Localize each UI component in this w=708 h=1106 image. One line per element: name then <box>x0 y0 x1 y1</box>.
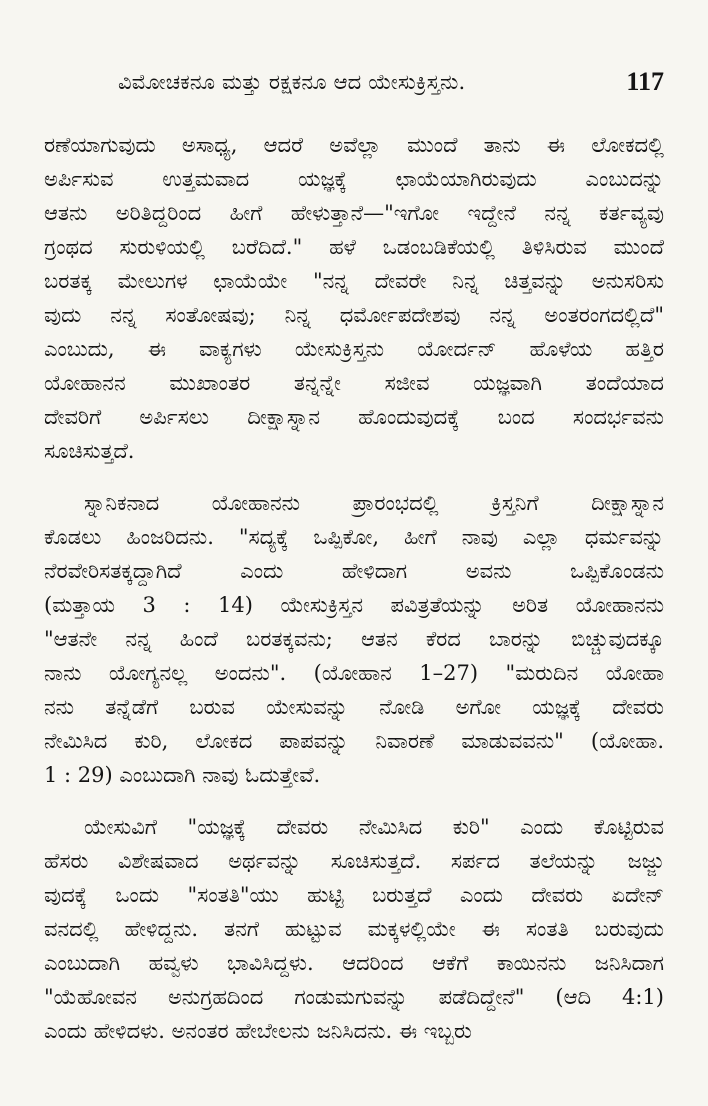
text-line: ವುದಕ್ಕೆ ಒಂದು "ಸಂತತಿ"ಯು ಹುಟ್ಟಿ ಬರುತ್ತದೆ ಎಂದು ದೇವರು ಏದೇನ್ <box>44 883 664 907</box>
text-line: ನೇಮಿಸಿದ ಕುರಿ, ಲೋಕದ ಪಾಪವನ್ನು ನಿವಾರಣೆ ಮಾಡುವವನು" (ಯೋಹಾ. <box>44 729 664 753</box>
text-line: 1 : 29) ಎಂಬುದಾಗಿ ನಾವು ಓದುತ್ತೇವೆ. <box>44 763 321 787</box>
text-line: "ಆತನೇ ನನ್ನ ಹಿಂದೆ ಬರತಕ್ಕವನು; ಆತನ ಕೆರದ ಬಾರನ್ನು ಬಿಚ್ಚುವುದಕ್ಕೂ <box>44 627 664 651</box>
text-line: ಹೆಸರು ವಿಶೇಷವಾದ ಅರ್ಥವನ್ನು ಸೂಚಿಸುತ್ತದೆ. ಸರ್ಪದ ತಲೆಯನ್ನು ಜಜ್ಜು <box>44 849 664 873</box>
text-line: ನಾನು ಯೋಗ್ಯನಲ್ಲ ಅಂದನು". (ಯೋಹಾನ 1–27) "ಮರುದಿನ ಯೋಹಾ <box>44 661 664 685</box>
text-line: ಬರತಕ್ಕ ಮೇಲುಗಳ ಛಾಯೆಯೇ "ನನ್ನ ದೇವರೇ ನಿನ್ನ ಚಿತ್ತವನ್ನು ಅನುಸರಿಸು <box>44 269 664 293</box>
text-line: ಯೇಸುವಿಗೆ "ಯಜ್ಞಕ್ಕೆ ದೇವರು ನೇಮಿಸಿದ ಕುರಿ" ಎಂದು ಕೊಟ್ಟಿರುವ <box>84 815 664 839</box>
text-line: ದೇವರಿಗೆ ಅರ್ಪಿಸಲು ದೀಕ್ಷಾಸ್ನಾನ ಹೊಂದುವುದಕ್ಕೆ ಬಂದ ಸಂದರ್ಭವನು <box>44 405 664 429</box>
text-line: ಎಂಬುದಾಗಿ ಹವ್ವಳು ಭಾವಿಸಿದ್ದಳು. ಆದರಿಂದ ಆಕೆಗೆ ಕಾಯಿನನು ಜನಿಸಿದಾಗ <box>44 951 664 975</box>
text-line: ಸ್ನಾನಿಕನಾದ ಯೋಹಾನನು ಪ್ರಾರಂಭದಲ್ಲಿ ಕ್ರಿಸ್ತನಿಗೆ ದೀಕ್ಷಾಸ್ನಾನ <box>84 491 664 515</box>
text-line: ಕೊಡಲು ಹಿಂಜರಿದನು. "ಸದ್ಯಕ್ಕೆ ಒಪ್ಪಿಕೋ, ಹೀಗೆ ನಾವು ಎಲ್ಲಾ ಧರ್ಮವನ್ನು <box>44 525 664 549</box>
text-line: ವುದು ನನ್ನ ಸಂತೋಷವು; ನಿನ್ನ ಧರ್ಮೋಪದೇಶವು ನನ್ನ ಅಂತರಂಗದಲ್ಲಿದೆ" <box>44 303 664 327</box>
text-line: ಅರ್ಪಿಸುವ ಉತ್ತಮವಾದ ಯಜ್ಞಕ್ಕೆ ಛಾಯೆಯಾಗಿರುವುದು ಎಂಬುದನ್ನು <box>44 167 664 191</box>
text-line: (ಮತ್ತಾಯ 3 : 14) ಯೇಸುಕ್ರಿಸ್ತನ ಪವಿತ್ರತೆಯನ್ನು ಅರಿತ ಯೋಹಾನನು <box>44 593 664 617</box>
paragraph-3 <box>44 810 664 1048</box>
text-line: ಎಂದು ಹೇಳಿದಳು. ಅನಂತರ ಹೇಬೇಲನು ಜನಿಸಿದನು. ಈ ಇಬ್ಬರು <box>44 1019 472 1043</box>
text-line: ಗ್ರಂಥದ ಸುರುಳಿಯಲ್ಲಿ ಬರೆದಿದೆ." ಹಳೆ ಒಡಂಬಡಿಕೆಯಲ್ಲಿ ತಿಳಿಸಿರುವ ಮುಂದೆ <box>44 235 664 259</box>
text-line: ನನು ತನ್ನೆಡೆಗೆ ಬರುವ ಯೇಸುವನ್ನು ನೋಡಿ ಅಗೋ ಯಜ್ಞಕ್ಕೆ ದೇವರು <box>44 695 664 719</box>
text-line: "ಯೆಹೋವನ ಅನುಗ್ರಹದಿಂದ ಗಂಡುಮಗುವನ್ನು ಪಡೆದಿದ್ದೇನೆ" (ಆದಿ 4:1) <box>44 985 664 1009</box>
paragraph-2 <box>44 486 664 792</box>
text-line: ರಣೆಯಾಗುವುದು ಅಸಾಧ್ಯ, ಆದರೆ ಅವೆಲ್ಲಾ ಮುಂದೆ ತಾನು ಈ ಲೋಕದಲ್ಲಿ <box>44 133 664 157</box>
text-line: ಆತನು ಅರಿತಿದ್ದರಿಂದ ಹೀಗೆ ಹೇಳುತ್ತಾನೆ—"ಇಗೋ ಇದ್ದೇನೆ ನನ್ನ ಕರ್ತವ್ಯವು <box>44 201 664 225</box>
paragraph-1 <box>44 128 664 468</box>
page-number: 117 <box>626 67 664 96</box>
text-line: ವನದಲ್ಲಿ ಹೇಳಿದ್ದನು. ತನಗೆ ಹುಟ್ಟುವ ಮಕ್ಕಳಲ್ಲಿಯೇ ಈ ಸಂತತಿ ಬರುವುದು <box>44 917 664 941</box>
text-line: ಸೂಚಿಸುತ್ತದೆ. <box>44 439 135 463</box>
text-line: ಎಂಬುದು, ಈ ವಾಕ್ಯಗಳು ಯೇಸುಕ್ರಿಸ್ತನು ಯೋರ್ದನ್ ಹೊಳೆಯ ಹತ್ತಿರ <box>44 337 664 361</box>
page-body <box>44 128 664 1066</box>
text-line: ನೆರವೇರಿಸತಕ್ಕದ್ದಾಗಿದೆ ಎಂದು ಹೇಳಿದಾಗ ಅವನು ಒಪ್ಪಿಕೊಂಡನು <box>44 559 664 583</box>
running-head: ವಿಮೋಚಕನೂ ಮತ್ತು ರಕ್ಷಕನೂ ಆದ ಯೇಸುಕ್ರಿಸ್ತನು. <box>118 69 466 94</box>
text-line: ಯೋಹಾನನ ಮುಖಾಂತರ ತನ್ನನ್ನೇ ಸಜೀವ ಯಜ್ಞವಾಗಿ ತಂದೆಯಾದ <box>44 371 664 395</box>
page-header <box>118 62 664 102</box>
